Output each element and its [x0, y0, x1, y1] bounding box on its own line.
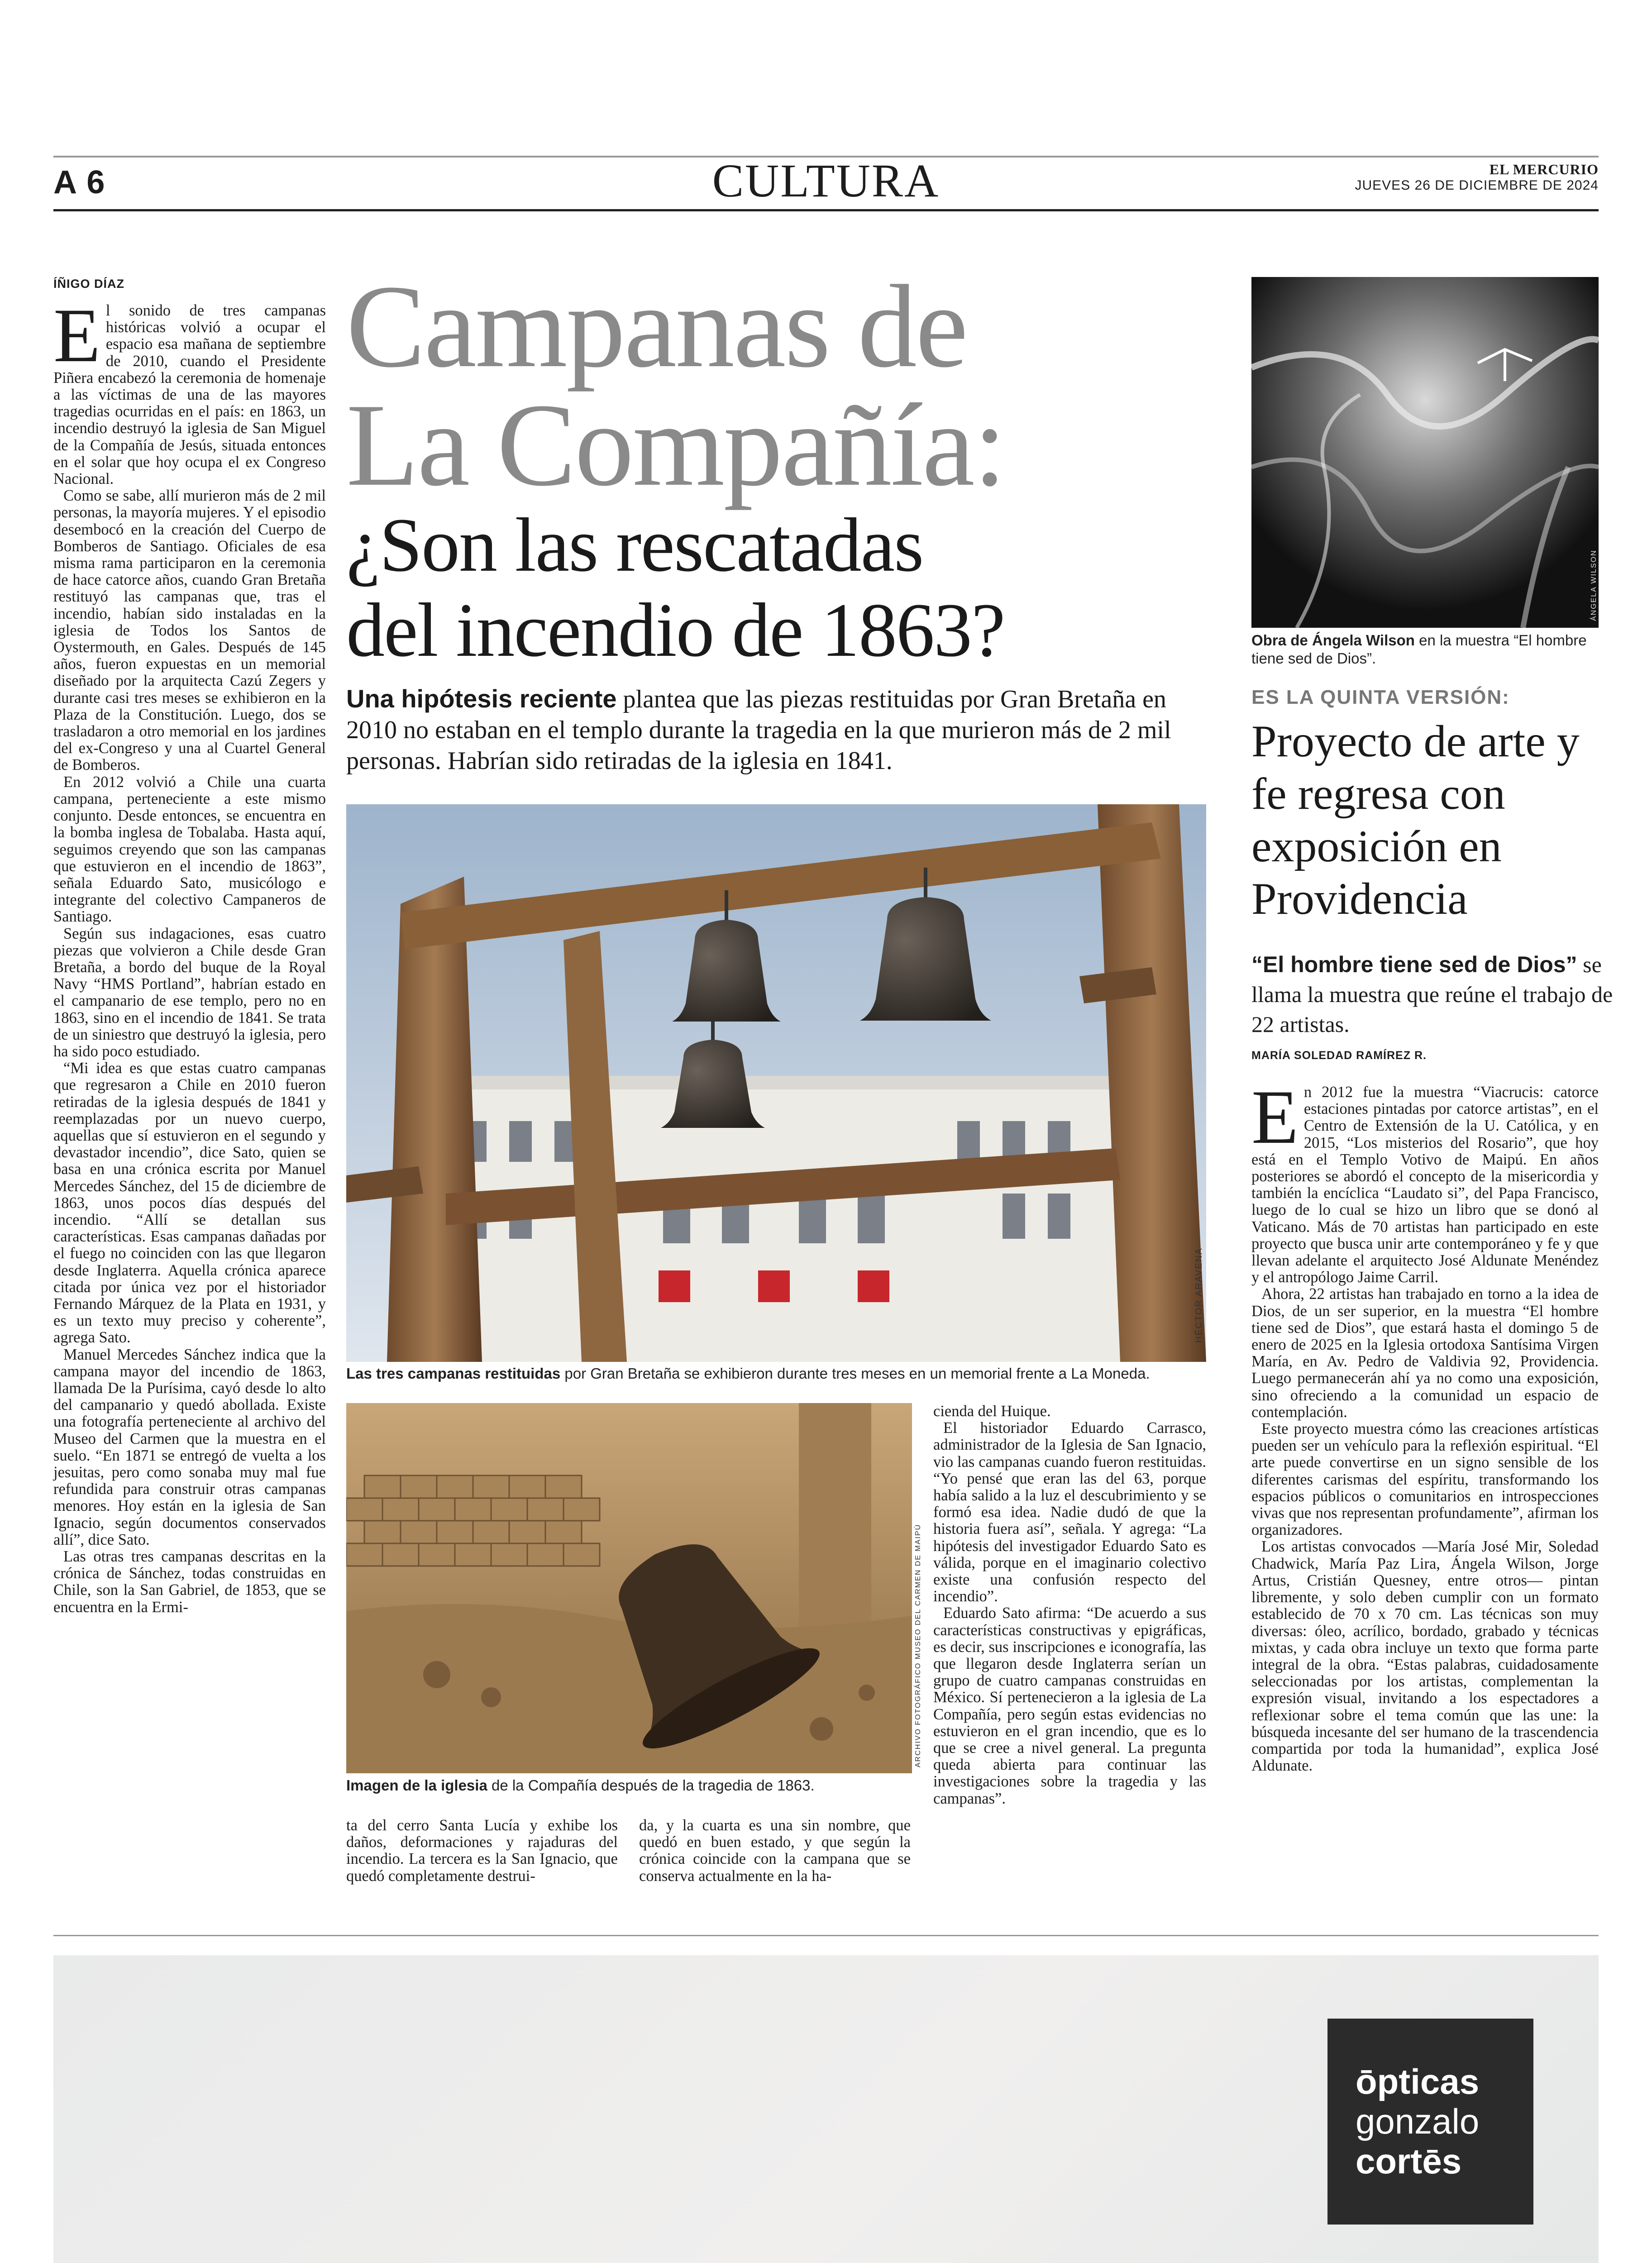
deck-text: plantea que las piezas restituidas por Gran Bretaña en 2010 no estaban en el templo durante la tragedia en la que murieron más de 2 mil personas. Habrían sido retiradas de la iglesia en 1841. — [346, 685, 1171, 775]
headline-line: ¿Son las rescatadas — [346, 502, 923, 587]
main-column-3 — [639, 1817, 911, 1885]
article-bottom-rule — [53, 1935, 1599, 1936]
side-paragraph: Ahora, 22 artistas han trabajado en torno a la idea de Dios, de un ser superior, en la muestra “El hombre tiene sed de Dios”, que estará hasta el domingo 5 de enero de 2025 en la Iglesia ortodoxa Santísima Virgen María, en Av. Pedro de Valdivia 92, Providencia. Luego permanecerán ahí ya no como una exposición, sino ofreciendo a la comunidad un espacio de contemplación. — [1251, 1285, 1599, 1421]
bells-photo-graphic — [346, 804, 1206, 1362]
side-body — [1251, 1074, 1599, 1775]
main-paragraph: En 2012 volvió a Chile una cuarta campana, perteneciente a este mismo conjunto. Desde entonces, se encuentra en la bomba inglesa de Tobalaba. Hasta aquí, seguimos creyendo que son las campanas que estuvieron en el incendio de 1863”, señala Eduardo Sato, musicólogo e integrante del colectivo Campaneros de Santiago. — [53, 773, 326, 926]
main-paragraph: Manuel Mercedes Sánchez indica que la campana mayor del incendio de 1863, llamada De la Purísima, cayó desde lo alto del campanario y quedó abollada. Existe una fotografía perteneciente al archivo del Museo del Carmen que la muestra en el suelo. “En 1871 se entregó de vuelta a los jesuitas, pero como sonaba muy mal fue refundida para construir otras campanas menores. Hoy están en la iglesia de San Ignacio, según documentos conservados allí”, dice Sato. — [53, 1346, 326, 1548]
issue-date: JUEVES 26 DE DICIEMBRE DE 2024 — [1355, 178, 1599, 193]
newspaper-masthead — [1355, 161, 1599, 194]
headline-line: del incendio de 1863? — [346, 587, 1005, 673]
optics-brand-logo — [1327, 2019, 1533, 2225]
church-photo-caption — [346, 1776, 912, 1795]
main-paragraph: Eduardo Sato afirma: “De acuerdo a sus características constructivas y epigráficas, es decir, sus inscripciones e iconografía, las que llegaron desde Inglaterra serían un grupo de cuatro campanas construidas en México. Sí pertenecieron a la iglesia de La Compañía, pero según estas evidencias no estuvieron en el gran incendio, que es lo que se cree a nivel general. La pregunta queda abierta para continuar las investigaciones sobre la tragedia y las campanas”. — [933, 1604, 1206, 1807]
caption-text: en la muestra “El hombre tiene sed de Dios”. — [1251, 632, 1587, 667]
photo-credit: ÁNGELA WILSON — [1590, 549, 1598, 621]
main-paragraph: cienda del Huique. — [933, 1403, 1051, 1420]
side-byline: MARÍA SOLEDAD RAMÍREZ R. — [1251, 1049, 1427, 1062]
header-bottom-rule — [53, 209, 1599, 211]
brand-line: cortēs — [1356, 2141, 1462, 2181]
caption-bold: Las tres campanas restituidas — [346, 1365, 561, 1382]
main-paragraph: “Mi idea es que estas cuatro campanas que regresaron a Chile en 2010 fueron retiradas de la iglesia después de 1841 y reemplazadas por un nuevo cuerpo, aquellas que sí estuvieron en el segundo y devastador incendio”, dice Sato, quien se basa en una crónica escrita por Manuel Mercedes Sánchez, del 15 de diciembre de 1863, unos pocos días después del incendio. “Allí se detallan sus características. Esas campanas dañadas por el fuego no coinciden con las que llegaron desde Inglaterra. Aquella crónica aparece citada por única vez por el historiador Fernando Márquez de la Plata en 1931, y es un texto muy preciso y coherente”, agrega Sato. — [53, 1060, 326, 1346]
photo-credit: HÉCTOR ARAVENA — [1194, 1247, 1204, 1343]
advertisement — [53, 1955, 1599, 2263]
caption-bold: Obra de Ángela Wilson — [1251, 632, 1415, 649]
main-headline-question — [346, 502, 1206, 673]
artwork-caption — [1251, 631, 1599, 668]
main-paragraph: ta del cerro Santa Lucía y exhibe los daños, deformaciones y rajaduras del incendio. La tercera es la San Ignacio, que quedó completamente destrui- — [346, 1817, 618, 1885]
main-paragraph: l sonido de tres campanas históricas volvió a ocupar el espacio esa mañana de septiembre de 2010, cuando el Presidente Piñera encabezó la ceremonia de homenaje a las víctimas de una de las mayores tragedias ocurridas en el país: en 1863, un incendio destruyó la iglesia de San Miguel de la Compañía de Jesús, situada entonces en el solar que hoy ocupa el ex Congreso Nacional. — [53, 302, 326, 488]
newspaper-name: EL MERCURIO — [1489, 161, 1599, 177]
deck-text: se llama la muestra que reúne el trabajo de 22 artistas. — [1251, 952, 1613, 1037]
church-photo-graphic — [346, 1403, 912, 1773]
sunglasses-image — [112, 2209, 1271, 2263]
side-kicker: ES LA QUINTA VERSIÓN: — [1251, 686, 1510, 708]
side-paragraph: n 2012 fue la muestra “Viacrucis: catorce estaciones pintadas por catorce artistas”, en el Centro de Extensión de la U. Católica, y en 2015, “Los misterios del Rosario”, que hoy está en el Templo Votivo de Maipú. En años posteriores se abordó el concepto de la misericordia y también la encíclica “Laudato si”, del Papa Francisco, luego de lo cual se hizo un libro que se donó al Vaticano. Más de 70 artistas han participado en este proyecto que busca unir arte contemporáneo y fe y que llevan adelante el arquitecto José Aldunate Menéndez y el antropólogo Jaime Carril. — [1251, 1084, 1599, 1286]
brand-line: gonzalo — [1356, 2101, 1480, 2141]
section-title: CULTURA — [712, 155, 940, 207]
main-headline-grey — [346, 261, 1206, 511]
caption-text: de la Compañía después de la tragedia de 1863. — [487, 1777, 815, 1794]
artwork-photo — [1251, 277, 1599, 628]
caption-bold: Imagen de la iglesia — [346, 1777, 487, 1794]
side-paragraph: Los artistas convocados —María José Mir, Soledad Chadwick, María Paz Lira, Ángela Wilson, Jorge Artus, Cristián Quesney, entre otros— pintan libremente, y solo deben cumplir con un formato establecido de 70 x 70 cm. Las técnicas son muy diversas: óleo, acrílico, bordado, grabado y técnicas mixtas, y cada obra incluye un texto que forma parte integral de la obra. “Estas palabras, cuidadosamente seleccionadas por los artistas, complementan la expresión visual, invitando a los espectadores a reflexionar sobre el tema común que las une: la búsqueda incesante del ser humano de la trascendencia compartida por toda la humanidad”, explica José Aldunate. — [1251, 1538, 1599, 1775]
side-headline: Proyecto de arte y fe regresa con exposición en Providencia — [1251, 716, 1580, 924]
photo-credit: ARCHIVO FOTOGRÁFICO MUSEO DEL CARMEN DE MAIPÚ — [914, 1523, 922, 1767]
main-column-4 — [933, 1403, 1206, 1807]
side-paragraph: Este proyecto muestra cómo las creaciones artísticas pueden ser un vehículo para la reflexión espiritual. “El arte puede convertirse en un signo sensible de los diferentes carismas del espíritu, transformando los espacios públicos o comunitarios en introspecciones vivas que nos representan profundamente”, afirman los organizadores. — [1251, 1420, 1599, 1539]
main-paragraph: Según sus indagaciones, esas cuatro piezas que volvieron a Chile desde Gran Bretaña, a bordo del buque de la Royal Navy “HMS Portland”, habrían estado en el campanario de ese templo, pero no en 1863, sino en el incendio de 1841. Se trata de un siniestro que destruyó la iglesia, pero ha sido poco estudiado. — [53, 925, 326, 1060]
main-column-2 — [346, 1817, 618, 1885]
side-deck — [1251, 950, 1623, 1039]
main-dropcap: E — [53, 293, 100, 378]
main-paragraph: El historiador Eduardo Carrasco, administrador de la Iglesia de San Ignacio, vio las campanas cuando fueron restituidas. “Yo pensé que eran las del 63, porque había salido a la luz el descubrimiento y se formó esa idea. Nadie dudó de que la historia fuera así”, señala. Y agrega: “La hipótesis del investigador Eduardo Sato es válida, porque en el imaginario colectivo existe una confusión respecto del incendio”. — [933, 1419, 1206, 1605]
headline-line: La Compañía: — [346, 379, 1005, 511]
brand-line: ōpticas — [1356, 2062, 1480, 2101]
deck-lead: Una hipótesis reciente — [346, 684, 617, 713]
main-column-1 — [53, 293, 326, 1616]
bells-photo-caption — [346, 1365, 1206, 1383]
deck-lead: “El hombre tiene sed de Dios” — [1251, 952, 1577, 977]
main-paragraph: Como se sabe, allí murieron más de 2 mil personas, la mayoría mujeres. Y el episodio desembocó en la creación del Cuerpo de Bomberos de Santiago. Oficiales de esa misma rama participaron en la ceremonia de hace catorce años, cuando Gran Bretaña restituyó las campanas que, tras el incendio, habían sido instaladas en la iglesia de Todos los Santos de Oystermouth, en Gales. Después de 145 años, fueron expuestas en un memorial diseñado por la arquitecta Cazú Zegers y durante casi tres meses se exhibieron en la Plaza de la Constitución. Luego, dos se trasladaron a otro memorial en los jardines del ex-Congreso y una al Cuartel General de Bomberos. — [53, 487, 326, 774]
main-paragraph: Las otras tres campanas descritas en la crónica de Sánchez, todas construidas en Chile, son la San Gabriel, de 1853, que se encuentra en la Ermi- — [53, 1548, 326, 1616]
page-number: A 6 — [53, 164, 106, 201]
bells-photo — [346, 804, 1206, 1362]
church-archive-photo — [346, 1403, 912, 1773]
main-paragraph: da, y la cuarta es una sin nombre, que quedó en buen estado, y que según la crónica coincide con la campana que se conserva actualmente en la ha- — [639, 1817, 911, 1885]
caption-text: por Gran Bretaña se exhibieron durante tres meses en un memorial frente a La Moneda. — [560, 1365, 1150, 1382]
artwork-graphic — [1251, 277, 1599, 628]
side-dropcap: E — [1251, 1074, 1299, 1160]
main-byline: ÍÑIGO DÍAZ — [53, 277, 124, 291]
headline-line: Campanas de — [346, 261, 967, 392]
main-deck — [346, 683, 1206, 776]
